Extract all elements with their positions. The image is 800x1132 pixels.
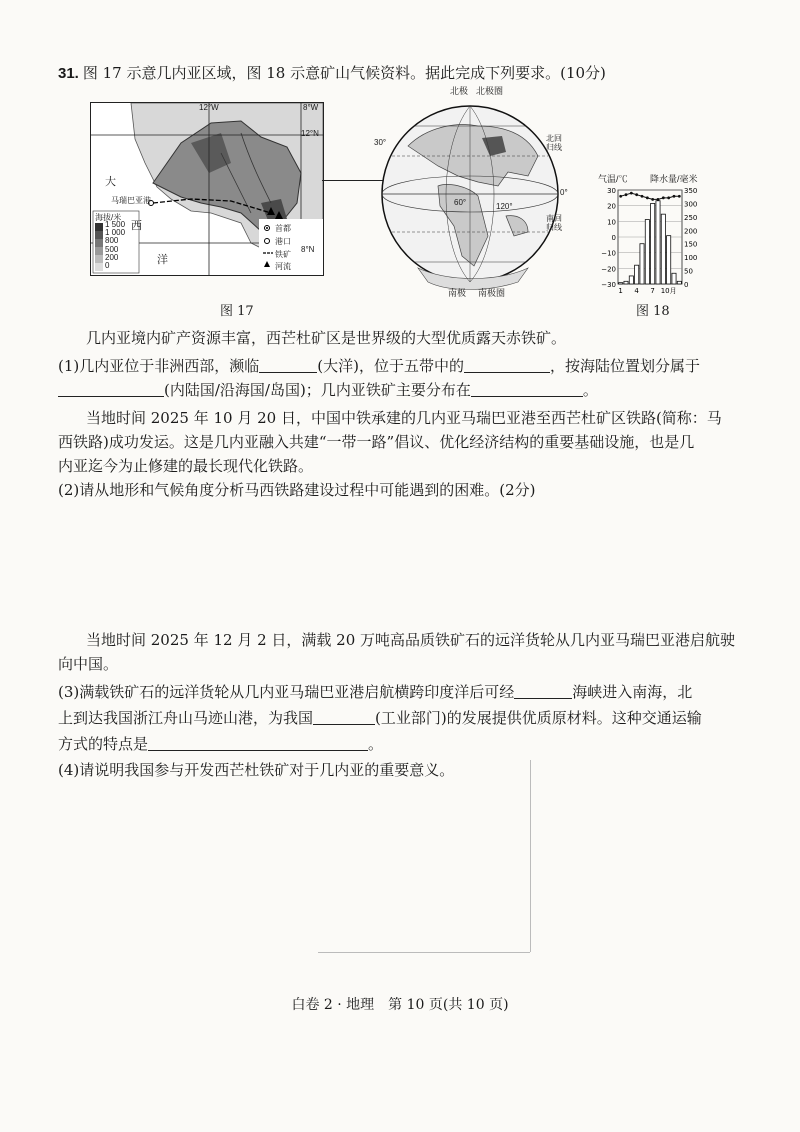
figure18-caption: 图 18 xyxy=(636,304,670,319)
paragraph-2-line-1: 当地时间 2025 年 10 月 20 日，中国中铁承建的几内亚马瑞巴亚港至西芒杜矿区铁路(简称：马 xyxy=(86,409,722,427)
port-city-label: 马瑞巴亚港 xyxy=(111,196,151,205)
map-symbol-legend xyxy=(275,223,291,274)
paragraph-2-line-3: 内亚迄今为止修建的最长现代化铁路。 xyxy=(58,457,314,475)
temperature-axis-label: 气温/℃ xyxy=(598,174,628,184)
lon-120-label: 120° xyxy=(496,202,513,211)
q3-text-d: (工业部门)的发展提供优质原材料。这种交通运输 xyxy=(375,709,702,727)
temperature-point xyxy=(673,195,676,198)
rain-tick-label: 250 xyxy=(684,213,698,222)
temp-tick-label: 10 xyxy=(607,218,616,227)
lon-label-8w: 8°W xyxy=(303,103,319,112)
q3-text-a: (3)满载铁矿石的远洋货轮从几内亚马瑞巴亚港启航横跨印度洋后可经 xyxy=(58,683,515,701)
temp-tick-label: 0 xyxy=(611,234,616,242)
rain-tick-label: 100 xyxy=(684,254,698,263)
temperature-point xyxy=(625,193,628,196)
q1-blank-region[interactable] xyxy=(471,380,583,397)
question-3-cont-2 xyxy=(58,730,383,758)
q1-text-a: (1)几内亚位于非洲西部，濒临 xyxy=(58,357,260,375)
north-pole-label: 北极 xyxy=(450,86,469,96)
temp-tick-label: 30 xyxy=(607,187,616,195)
temperature-point xyxy=(641,195,644,198)
rain-tick-label: 350 xyxy=(684,187,698,195)
month-tick-label: 7 xyxy=(650,287,655,295)
precipitation-bar xyxy=(635,265,639,284)
elev-200: 200 xyxy=(105,252,119,262)
precipitation-bar xyxy=(672,273,676,284)
elev-500: 500 xyxy=(105,244,119,254)
month-tick-label: 1 xyxy=(618,287,623,295)
lon-60-label: 60° xyxy=(454,198,467,207)
question-2: (2)请从地形和气候角度分析马西铁路建设过程中可能遇到的困难。(2分) xyxy=(58,481,536,499)
precipitation-bar xyxy=(651,203,655,284)
q3-text-f: 。 xyxy=(368,735,384,753)
equator-label: 0° xyxy=(560,188,568,197)
temperature-point xyxy=(667,196,670,199)
question-header xyxy=(58,62,606,83)
ocean-label-yang: 洋 xyxy=(157,253,168,266)
temp-tick-label: 20 xyxy=(607,202,616,211)
ocean-label-da: 大 xyxy=(105,175,116,188)
south-pole-label: 南极 xyxy=(448,288,467,298)
legend-port: 港口 xyxy=(275,236,291,246)
tropic-of-cancer-label: 北回归线 xyxy=(546,134,562,152)
q1-blank-type[interactable] xyxy=(58,380,164,397)
q1-blank-zone[interactable] xyxy=(464,356,550,373)
temperature-point xyxy=(657,198,660,201)
question-1-cont xyxy=(58,376,598,404)
rain-tick-label: 150 xyxy=(684,240,698,249)
lat-label-12n: 12°N xyxy=(301,129,319,138)
q1-blank-ocean[interactable] xyxy=(259,356,317,373)
q1-text-b: (大洋)，位于五带中的 xyxy=(317,357,464,375)
q3-blank-transport[interactable] xyxy=(148,734,368,751)
temperature-point xyxy=(619,195,622,198)
month-tick-label: 4 xyxy=(634,287,639,295)
tropic-of-capricorn-label: 南回归线 xyxy=(546,214,562,232)
q1-text-e: 。 xyxy=(582,381,598,399)
climate-chart xyxy=(598,176,706,296)
temperature-point xyxy=(662,196,665,199)
temp-tick-label: −20 xyxy=(601,265,616,274)
lon-label-12w: 12°W xyxy=(199,103,219,112)
lat-30-label: 30° xyxy=(374,138,387,147)
precipitation-bar xyxy=(640,244,644,284)
ocean-label-xi: 西 xyxy=(131,219,142,232)
globe-graphic xyxy=(378,86,574,298)
elev-1500: 1 500 xyxy=(105,220,126,229)
paragraph-3-line-2: 向中国。 xyxy=(58,655,119,673)
legend-capital: 首都 xyxy=(275,224,291,233)
answer-area-border-right xyxy=(530,760,531,952)
paragraph-1: 几内亚境内矿产资源丰富，西芒杜矿区是世界级的大型优质露天赤铁矿。 xyxy=(86,329,567,347)
lat-label-8n: 8°N xyxy=(301,245,315,254)
question-4: (4)请说明我国参与开发西芒杜铁矿对于几内亚的重要意义。 xyxy=(58,761,455,779)
rain-tick-label: 50 xyxy=(684,267,693,276)
rain-tick-label: 0 xyxy=(684,281,689,289)
figure17-caption: 图 17 xyxy=(220,304,254,319)
legend-river: 河流 xyxy=(275,262,291,272)
precipitation-bar xyxy=(624,281,628,284)
precipitation-bar xyxy=(667,236,671,284)
elev-0: 0 xyxy=(105,261,110,271)
precipitation-axis-label: 降水量/毫米 xyxy=(650,174,698,184)
q3-blank-industry[interactable] xyxy=(313,708,375,725)
temperature-point xyxy=(651,198,654,201)
rain-tick-label: 200 xyxy=(684,227,698,236)
question-number: 31. xyxy=(58,65,79,82)
temperature-point xyxy=(630,192,633,195)
globe-figure xyxy=(374,86,574,298)
q1-text-d: (内陆国/沿海国/岛国)；几内亚铁矿主要分布在 xyxy=(164,381,471,399)
q1-text-c: ，按海陆位置划分属于 xyxy=(549,357,700,375)
guinea-region-map xyxy=(90,102,324,276)
temp-tick-label: −10 xyxy=(601,249,616,258)
page-footer: 白卷 2 · 地理 第 10 页(共 10 页) xyxy=(291,997,509,1013)
rain-tick-label: 300 xyxy=(684,200,698,209)
precipitation-bar xyxy=(656,201,660,284)
question-3-cont xyxy=(58,704,702,732)
temperature-point xyxy=(678,195,681,198)
paragraph-2-line-2: 西铁路)成功发运。这是几内亚融入共建“一带一路”倡议、优化经济结构的重要基础设施，也是几 xyxy=(58,433,695,451)
precipitation-bar xyxy=(677,281,681,284)
elev-1000: 1 000 xyxy=(105,228,126,238)
climate-chart-svg xyxy=(598,176,706,296)
paragraph-3-line-1: 当地时间 2025 年 12 月 2 日，满载 20 万吨高品质铁矿石的远洋货轮从几内亚马瑞巴亚港启航驶 xyxy=(86,631,736,649)
elevation-legend-values xyxy=(105,221,125,270)
q3-text-c: 上到达我国浙江舟山马迹山港，为我国 xyxy=(58,709,314,727)
month-tick-label: 10月 xyxy=(660,287,677,295)
question-3 xyxy=(58,678,692,706)
precipitation-bar xyxy=(629,276,633,284)
precipitation-bar xyxy=(645,220,649,284)
q3-blank-strait[interactable] xyxy=(514,682,572,699)
temperature-point xyxy=(646,196,649,199)
elevation-legend-title: 海拔/米 xyxy=(95,213,122,222)
legend-iron-mine: 铁矿 xyxy=(275,249,291,259)
precipitation-bar xyxy=(619,283,623,284)
q3-text-e: 方式的特点是 xyxy=(58,735,149,753)
temperature-point xyxy=(635,193,638,196)
temperature-line xyxy=(621,193,680,199)
answer-area-border-bottom xyxy=(318,952,530,953)
elev-800: 800 xyxy=(105,236,119,246)
antarctic-circle-label: 南极圈 xyxy=(478,288,506,298)
precipitation-bar xyxy=(661,214,665,284)
arctic-circle-label: 北极圈 xyxy=(476,86,504,96)
question-intro: 图 17 示意几内亚区域，图 18 示意矿山气候资料。据此完成下列要求。(10分) xyxy=(82,64,606,82)
q3-text-b: 海峡进入南海，北 xyxy=(572,683,693,701)
temp-tick-label: −30 xyxy=(601,281,616,289)
